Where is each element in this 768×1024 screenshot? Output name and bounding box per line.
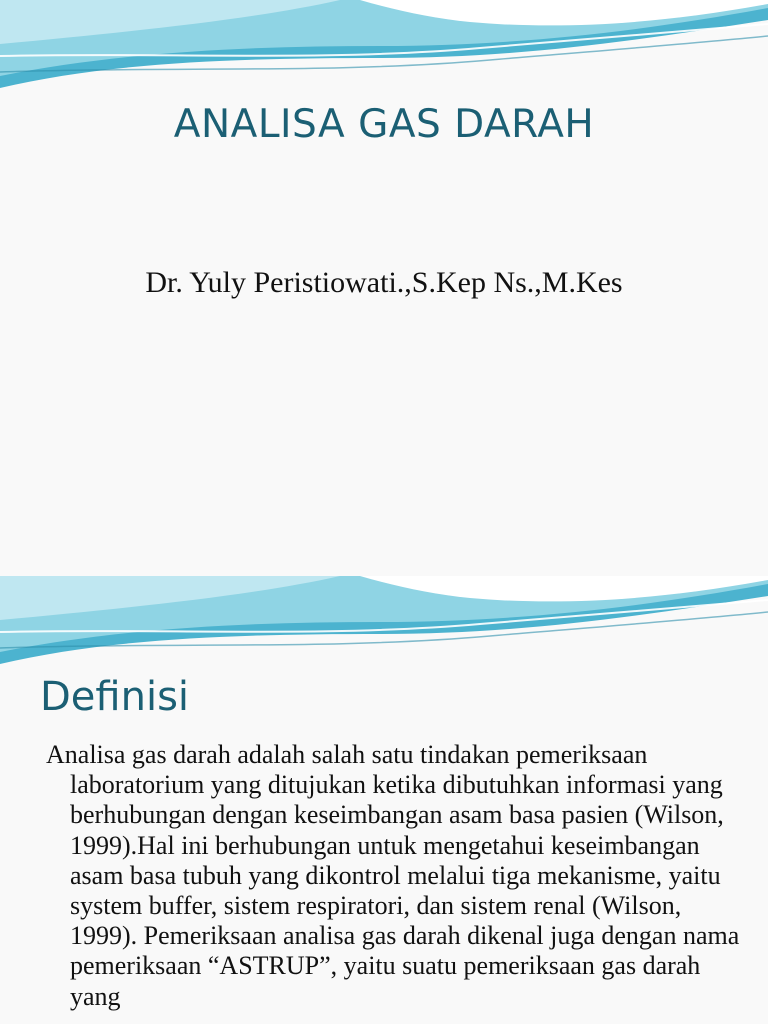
wave-header-decoration	[0, 576, 768, 668]
section-heading: Definisi	[40, 674, 190, 720]
slide-definition	[0, 576, 768, 1024]
definition-paragraph: Analisa gas darah adalah salah satu tindakan pemeriksaan laboratorium yang ditujukan ketika dibutuhkan informasi yang berhubungan dengan keseimbangan asam basa pasien (Wilson, 1999).Hal ini berhubungan untuk mengetahui keseimbangan asam basa tubuh yang dikontrol melalui tiga mekanisme, yaitu system buffer, sistem respiratori, dan sistem renal (Wilson, 1999). Pemeriksaan analisa gas darah dikenal juga dengan nama pemeriksaan “ASTRUP”, yaitu suatu pemeriksaan gas darah yang	[46, 740, 740, 1011]
slide-title-text: ANALISA GAS DARAH	[173, 102, 595, 147]
author-name: Dr. Yuly Peristiowati.,S.Kep Ns.,M.Kes	[145, 266, 623, 299]
wave-header-decoration	[0, 0, 768, 92]
